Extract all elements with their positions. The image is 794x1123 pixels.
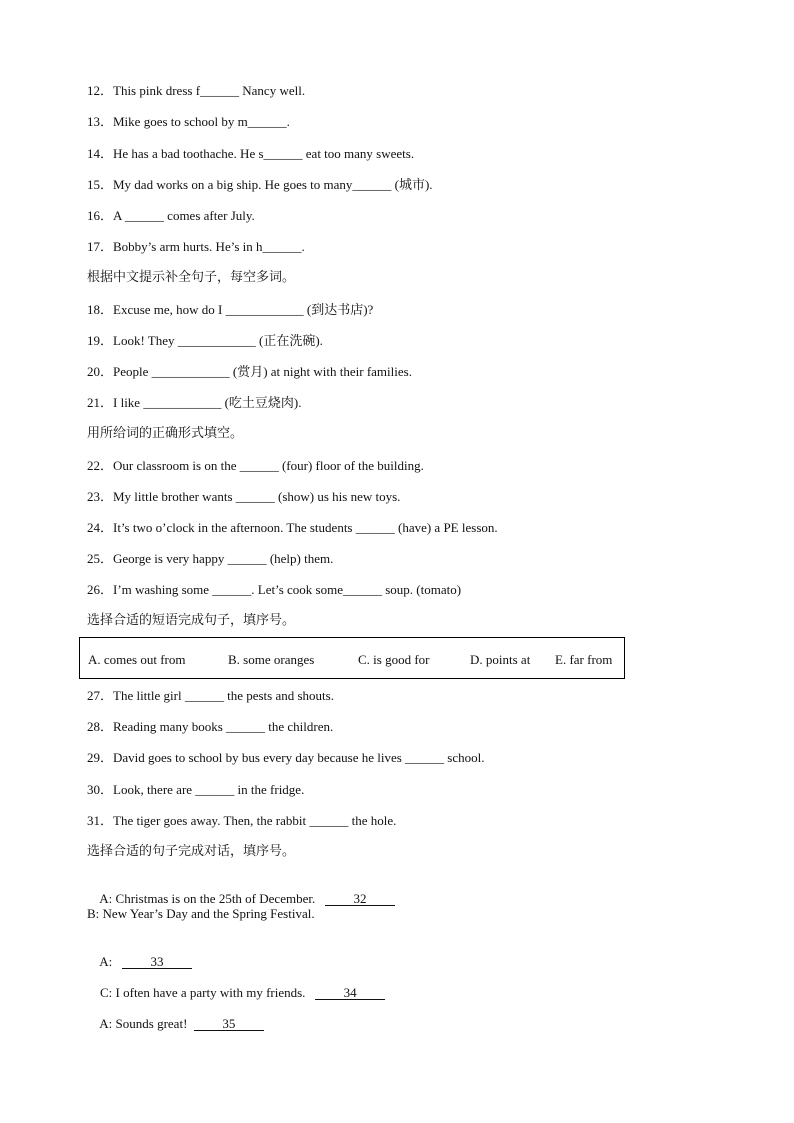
dialogue-line-3-text: A: bbox=[99, 954, 113, 969]
option-c: C. is good for bbox=[358, 652, 430, 667]
question-23: 23．My little brother wants ______ (show) us his new toys. bbox=[87, 489, 401, 504]
option-e: E. far from bbox=[555, 652, 613, 667]
question-19: 19．Look! They ____________ (正在洗碗). bbox=[87, 333, 323, 348]
question-30: 30．Look, there are ______ in the fridge. bbox=[87, 782, 305, 797]
dialogue-line-5-text: A: Sounds great! bbox=[99, 1016, 188, 1031]
option-b: B. some oranges bbox=[228, 652, 315, 667]
question-17: 17．Bobby’s arm hurts. He’s in h______. bbox=[87, 239, 305, 254]
dialogue-line-2: B: New Year’s Day and the Spring Festival. bbox=[87, 906, 315, 921]
question-27: 27．The little girl ______ the pests and shouts. bbox=[87, 688, 334, 703]
option-a: A. comes out from bbox=[88, 652, 186, 667]
question-16: 16．A ______ comes after July. bbox=[87, 208, 255, 223]
question-20: 20．People ____________ (赏月) at night with their families. bbox=[87, 364, 412, 379]
question-28: 28．Reading many books ______ the children. bbox=[87, 719, 334, 734]
answer-blank-32: 32 bbox=[325, 892, 395, 906]
question-14: 14．He has a bad toothache. He s______ eat too many sweets. bbox=[87, 146, 415, 161]
question-18: 18．Excuse me, how do I ____________ (到达书店)? bbox=[87, 302, 374, 317]
question-25: 25．George is very happy ______ (help) them. bbox=[87, 551, 334, 566]
question-15: 15．My dad works on a big ship. He goes to many______ (城市). bbox=[87, 177, 433, 192]
question-24: 24．It’s two o’clock in the afternoon. The students ______ (have) a PE lesson. bbox=[87, 520, 498, 535]
question-31: 31．The tiger goes away. Then, the rabbit ______ the hole. bbox=[87, 813, 397, 828]
phrase-options-box bbox=[79, 637, 625, 679]
answer-blank-33: 33 bbox=[122, 955, 192, 969]
dialogue-line-1-text: A: Christmas is on the 25th of December. bbox=[99, 891, 316, 906]
section-instruction-word-forms: 用所给词的正确形式填空。 bbox=[87, 426, 244, 441]
answer-blank-35: 35 bbox=[194, 1017, 264, 1031]
question-29: 29．David goes to school by bus every day because he lives ______ school. bbox=[87, 750, 485, 765]
question-21: 21．I like ____________ (吃土豆烧肉). bbox=[87, 395, 302, 410]
option-d: D. points at bbox=[470, 652, 531, 667]
question-12: 12．This pink dress f______ Nancy well. bbox=[87, 83, 306, 98]
section-instruction-chinese-hints: 根据中文提示补全句子，每空多词。 bbox=[87, 270, 296, 285]
answer-blank-34: 34 bbox=[315, 986, 385, 1000]
question-26: 26．I’m washing some ______. Let’s cook some______ soup. (tomato) bbox=[87, 582, 462, 597]
question-13: 13．Mike goes to school by m______. bbox=[87, 114, 290, 129]
section-instruction-phrases: 选择合适的短语完成句子，填序号。 bbox=[87, 613, 296, 628]
section-instruction-dialogue: 选择合适的句子完成对话，填序号。 bbox=[87, 844, 296, 859]
dialogue-line-5 bbox=[87, 1000, 264, 1048]
question-22: 22．Our classroom is on the ______ (four) floor of the building. bbox=[87, 458, 424, 473]
dialogue-line-4-text: C: I often have a party with my friends. bbox=[100, 985, 306, 1000]
